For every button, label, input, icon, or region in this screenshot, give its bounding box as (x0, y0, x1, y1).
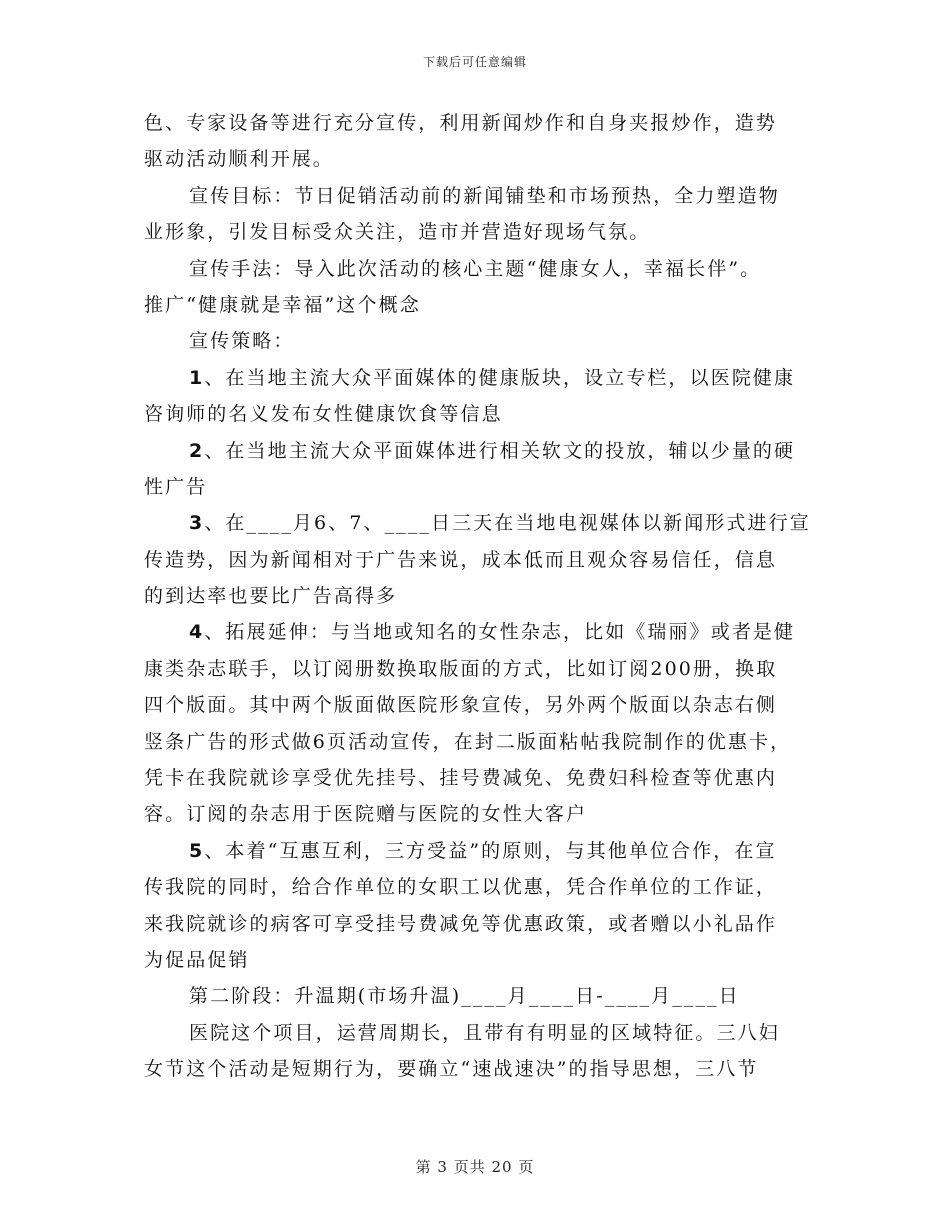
line-text: 四个版面。其中两个版面做医院形象宣传，另外两个版面以杂志右侧 (144, 694, 778, 717)
line-text: 性广告 (144, 475, 208, 498)
text-line (144, 287, 808, 323)
text-line (144, 251, 808, 287)
document-body (144, 105, 811, 1088)
text-line (144, 469, 808, 505)
line-text: 宣传策略： (189, 330, 295, 353)
line-text: 咨询师的名义发布女性健康饮食等信息 (144, 403, 503, 426)
line-text: 、本着“互惠互利，三方受益”的原则，与其他单位合作，在宣 (204, 839, 777, 862)
line-text: 医院这个项目，运营周期长，且带有有明显的区域特征。三八妇 (189, 1021, 780, 1044)
line-text: 的到达率也要比广告高得多 (144, 585, 398, 608)
text-line (144, 614, 808, 650)
line-text: 宣传手法：导入此次活动的核心主题“健康女人，幸福长伴”。 (189, 257, 762, 280)
text-line (144, 396, 808, 432)
line-text: 竖条广告的形式做6页活动宣传，在封二版面粘帖我院制作的优惠卡， (144, 730, 792, 753)
list-number: 2 (189, 439, 205, 462)
text-line (144, 724, 808, 760)
list-number: 3 (189, 512, 205, 535)
list-number: 4 (189, 621, 205, 644)
list-number: 5 (189, 839, 205, 862)
text-line (144, 942, 808, 978)
text-line (144, 542, 808, 578)
line-text: 第二阶段：升温期(市场升温)____月____日-____月____日 (189, 985, 740, 1008)
line-text: 、在____月6、7、____日三天在当地电视媒体以新闻形式进行宣 (204, 512, 811, 535)
line-text: 、拓展延伸：与当地或知名的女性杂志，比如《瑞丽》或者是健 (204, 621, 796, 644)
page-footer: 第 3 页共 20 页 (415, 1158, 535, 1176)
line-text: 宣传目标：节日促销活动前的新闻铺垫和市场预热，全力塑造物 (189, 184, 780, 207)
line-text: 推广“健康就是幸福”这个概念 (144, 293, 421, 316)
text-line (144, 978, 808, 1014)
text-line (144, 505, 811, 541)
line-text: 为促品促销 (144, 948, 250, 971)
text-line (144, 760, 808, 796)
line-text: 业形象，引发目标受众关注，造市并营造好现场气氛。 (144, 221, 651, 244)
text-line (144, 1015, 808, 1051)
text-line (144, 1051, 808, 1087)
text-line (144, 833, 808, 869)
line-text: 康类杂志联手，以订阅册数换取版面的方式，比如订阅200册，换取 (144, 657, 778, 680)
page-header: 下载后可任意编辑 (422, 55, 527, 69)
line-text: 色、专家设备等进行充分宣传，利用新闻炒作和自身夹报炒作，造势 (144, 112, 778, 134)
line-text: 、在当地主流大众平面媒体进行相关软文的投放，辅以少量的硬 (204, 439, 796, 462)
text-line (144, 869, 808, 905)
list-number: 1 (189, 366, 205, 389)
text-line (144, 687, 808, 723)
line-text: 驱动活动顺利开展。 (144, 148, 334, 171)
line-text: 来我院就诊的病客可享受挂号费减免等优惠政策，或者赠以小礼品作 (144, 912, 778, 935)
text-line (144, 796, 808, 832)
text-line (144, 433, 808, 469)
text-line (144, 105, 808, 141)
line-text: 容。订阅的杂志用于医院赠与医院的女性大客户 (144, 803, 588, 826)
line-text: 传我院的同时，给合作单位的女职工以优惠，凭合作单位的工作证， (144, 876, 778, 899)
text-line (144, 323, 808, 359)
line-text: 女节这个活动是短期行为，要确立“速战速决”的指导思想，三八节 (144, 1058, 759, 1081)
text-line (144, 178, 808, 214)
text-line (144, 360, 808, 396)
line-text: 传造势，因为新闻相对于广告来说，成本低而且观众容易信任，信息 (144, 548, 778, 571)
line-text: 、在当地主流大众平面媒体的健康版块，设立专栏，以医院健康 (204, 366, 796, 389)
text-line (144, 578, 808, 614)
text-line (144, 141, 808, 177)
text-line (144, 906, 808, 942)
text-line (144, 651, 808, 687)
text-line (144, 214, 808, 250)
line-text: 凭卡在我院就诊享受优先挂号、挂号费减免、免费妇科检查等优惠内 (144, 767, 778, 790)
